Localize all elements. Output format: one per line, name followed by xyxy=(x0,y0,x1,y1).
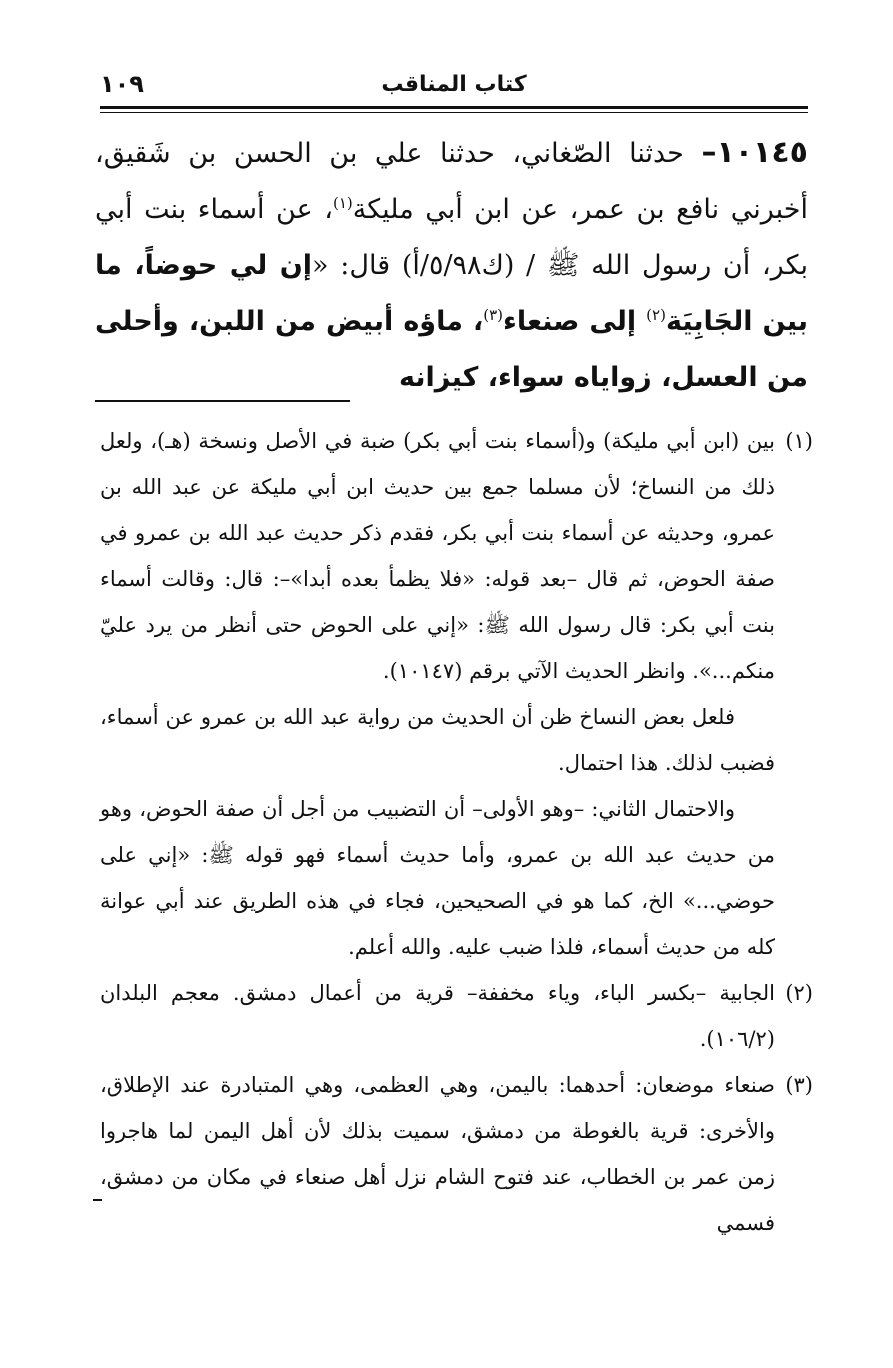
header-rule xyxy=(100,106,808,109)
header-rule-thin xyxy=(100,112,808,113)
footnote-number: (١) xyxy=(785,429,813,453)
hadith-matn-3: ، ماؤه أبيض من اللبن، وأحلى من العسل، زواياه سواء، كيزانه xyxy=(95,306,808,393)
footnote-number: (٢) xyxy=(785,981,813,1005)
hadith-chain-cont: ، عن أسماء بنت أبي بكر، أن رسول الله ﷺ / (ك٥/٩٨/أ) قال: « xyxy=(95,194,809,281)
footnote-1-paragraph-2: فلعل بعض النساخ ظن أن الحديث من رواية عبد الله بن عمرو عن أسماء، فضبب لذلك. هذا احتمال. xyxy=(100,705,775,775)
footnote-text: الجابية –بكسر الباء، وياء مخففة– قرية من أعمال دمشق. معجم البلدان (١٠٦/٢). xyxy=(100,981,775,1051)
footnote-2 xyxy=(100,970,813,1062)
hadith-matn-2: إلى صنعاء xyxy=(503,306,647,337)
hadith-number: ١٠١٤٥– xyxy=(701,135,808,170)
footnote-text: صنعاء موضعان: أحدهما: باليمن، وهي العظمى، وهي المتبادرة عند الإطلاق، والأخرى: قرية بالغوطة من دمشق، سميت بذلك لأن أهل اليمن لما هاجروا زمن عمر بن الخطاب، عند فتوح الشام نزل أهل صنعاء في مكان من دمشق، فسمي xyxy=(100,1073,775,1235)
hadith-text xyxy=(95,125,808,406)
footnotes xyxy=(100,418,813,1246)
hadith-chain: حدثنا الصّغاني، حدثنا علي بن الحسن بن شَقيق، أخبرني نافع بن عمر، عن ابن أبي مليكة xyxy=(95,138,808,225)
footnote-3 xyxy=(100,1062,813,1246)
footnote-separator xyxy=(95,400,350,402)
footnote-1-paragraph-3: والاحتمال الثاني: –وهو الأولى– أن التضبيب من أجل أن صفة الحوض، وهو من حديث عبد الله بن عمرو، وأما حديث أسماء فهو قوله ﷺ: «إني على حوضي...» الخ، كما هو في الصحيحين، فجاء في هذه الطريق عند أبي عوانة كله من حديث أسماء، فلذا ضبب عليه. والله أعلم. xyxy=(100,797,775,959)
footnote-text: بين (ابن أبي مليكة) و(أسماء بنت أبي بكر) ضبة في الأصل ونسخة (هـ)، ولعل ذلك من النساخ؛ لأن مسلما جمع بين حديث ابن أبي مليكة عن عبد الله بن عمرو، وحديثه عن أسماء بنت أبي بكر، فقدم ذكر حديث عبد الله بن عمرو في صفة الحوض، ثم قال –بعد قوله: «فلا يظمأ بعده أبدا»–: قال: وقالت أسماء بنت أبي بكر: قال رسول الله ﷺ: «إني على الحوض حتى أنظر من يرد عليّ منكم...». وانظر الحديث الآتي برقم (١٠١٤٧). xyxy=(100,429,775,683)
footnote-ref-2: (٢) xyxy=(646,306,666,324)
hadith-matn-1: إن لي حوضاً، ما بين الجَابِيَة xyxy=(95,250,808,337)
page-end-mark xyxy=(93,1199,102,1201)
running-title: كتاب المناقب xyxy=(381,72,527,97)
page-number: ١٠٩ xyxy=(100,70,144,98)
footnote-ref-1: (١) xyxy=(332,194,353,212)
page-header xyxy=(100,70,808,106)
footnote-1 xyxy=(100,418,813,694)
footnote-number: (٣) xyxy=(785,1073,813,1097)
footnote-ref-3: (٣) xyxy=(483,306,504,324)
